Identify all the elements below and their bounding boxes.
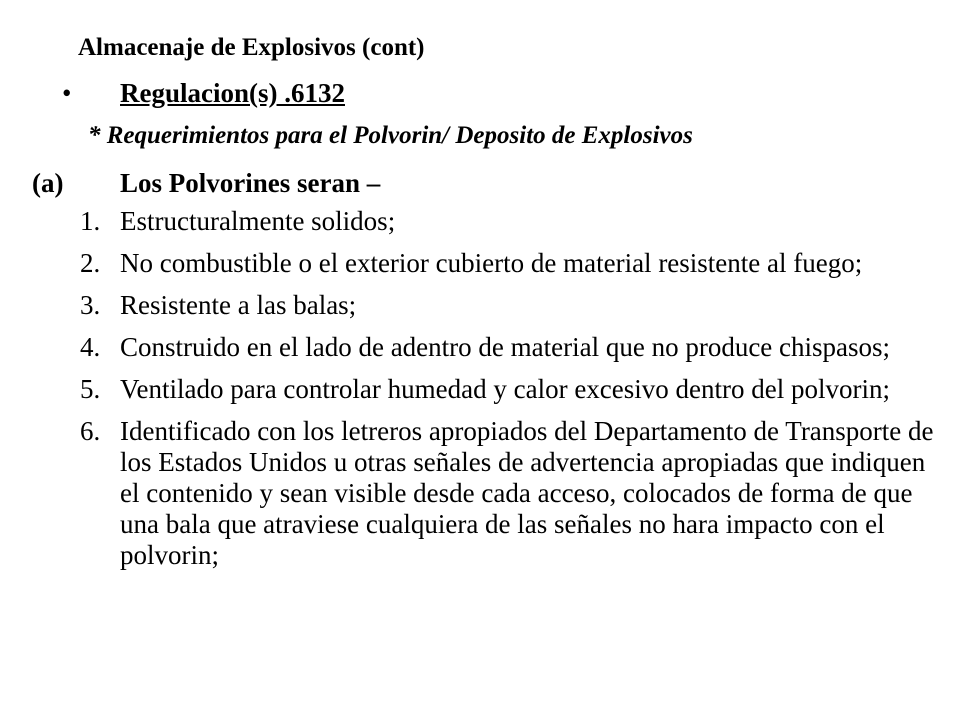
list-item-text: Construido en el lado de adentro de material que no produce chispasos; [120, 332, 891, 362]
list-item-number: 1. [80, 206, 101, 236]
list-item-number: 6. [80, 416, 101, 446]
regulation-reference: Regulacion(s) .6132 [120, 78, 345, 108]
slide-title: Almacenaje de Explosivos (cont) [78, 34, 425, 61]
list-item-text: Ventilado para controlar humedad y calor excesivo dentro del polvorin; [120, 374, 890, 404]
list-item [80, 332, 940, 363]
section-label: Los Polvorines seran – [120, 168, 381, 198]
requirements-subheading: * Requerimientos para el Polvorin/ Deposito de Explosivos [88, 122, 693, 149]
list-item-number: 2. [80, 248, 101, 278]
list-item [80, 416, 940, 571]
list-item [80, 290, 940, 321]
list-item-number: 3. [80, 290, 101, 320]
list-item [80, 374, 940, 405]
regulation-bullet-row [62, 78, 345, 109]
list-item [80, 248, 940, 279]
list-item-number: 4. [80, 332, 101, 362]
list-item-text: Resistente a las balas; [120, 290, 357, 320]
list-item-text: No combustible o el exterior cubierto de material resistente al fuego; [120, 248, 863, 278]
list-item-text: Estructuralmente solidos; [120, 206, 396, 236]
section-a-heading [32, 168, 380, 199]
list-item [80, 206, 940, 237]
requirements-list [80, 206, 940, 582]
list-item-text: Identificado con los letreros apropiados del Departamento de Transporte de los Estados Unidos u otras señales de advertencia apropiadas que indiquen el contenido y sean visible desde cada acceso, colocados de forma de que una bala que atraviese cualquiera de las señales no hara impacto con el polvorin; [120, 416, 934, 570]
list-item-number: 5. [80, 374, 101, 404]
bullet-icon: • [62, 78, 72, 108]
section-marker: (a) [32, 168, 64, 198]
